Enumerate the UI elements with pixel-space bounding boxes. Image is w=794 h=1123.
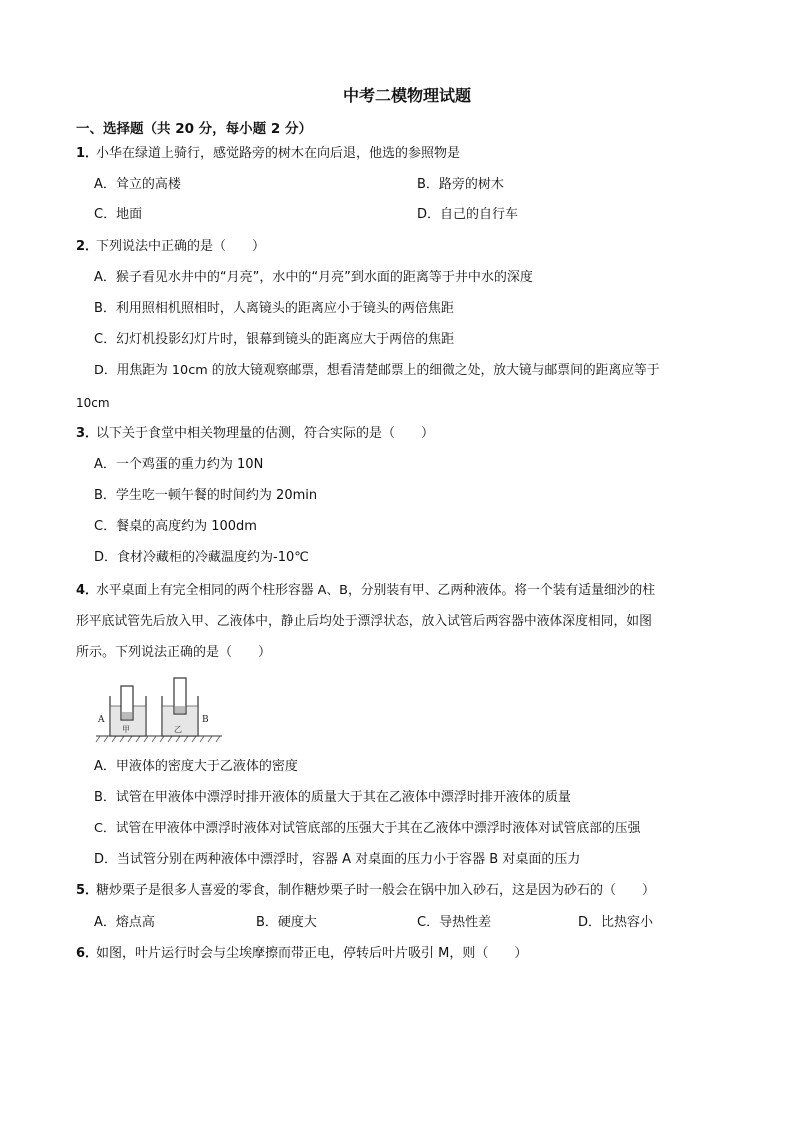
option-a: A．猴子看见水井中的“月亮”，水中的“月亮”到水面的距离等于井中水的深度: [94, 270, 533, 285]
container-figure: [94, 676, 224, 748]
option-c: C．导热性差: [417, 915, 492, 930]
option-c: C．幻灯机投影幻灯片时，银幕到镜头的距离应大于两倍的焦距: [94, 332, 455, 347]
page-title: 中考二模物理试题: [343, 86, 472, 105]
option-c: C．地面: [94, 207, 143, 222]
container-a-label: A: [98, 715, 105, 725]
option-d: D．自己的自行车: [417, 207, 519, 222]
option-d: D．食材冷藏柜的冷藏温度约为-10℃: [94, 550, 309, 565]
option-b: B．路旁的树木: [417, 177, 504, 192]
option-d: D．当试管分别在两种液体中漂浮时，容器 A 对桌面的压力小于容器 B 对桌面的压力: [94, 852, 581, 867]
option-a: A．甲液体的密度大于乙液体的密度: [94, 759, 298, 774]
liquid-jia-label: 甲: [122, 725, 130, 734]
question-stem: 小华在绿道上骑行，感觉路旁的树木在向后退，他选的参照物是: [96, 146, 461, 161]
question-stem-line3: 所示。下列说法正确的是（ ）: [76, 645, 272, 660]
section-heading: 一、选择题（共 20 分，每小题 2 分）: [76, 121, 312, 137]
question-stem: 下列说法中正确的是（ ）: [96, 239, 266, 254]
question-stem-line2: 形平底试管先后放入甲、乙液体中，静止后均处于漂浮状态，放入试管后两容器中液体深度相同，如图: [76, 614, 652, 629]
option-a: A．一个鸡蛋的重力约为 10N: [94, 457, 264, 472]
question-stem: 如图，叶片运行时会与尘埃摩擦而带正电，停转后叶片吸引 M，则（ ）: [96, 946, 528, 961]
option-d: D．比热容小: [578, 915, 654, 930]
option-a: A．耸立的高楼: [94, 177, 181, 192]
question-stem: 水平桌面上有完全相同的两个柱形容器 A、B，分别装有甲、乙两种液体。将一个装有适量细沙的柱: [96, 583, 656, 598]
question-number: 6．: [76, 946, 99, 961]
option-d: D．用焦距为 10cm 的放大镜观察邮票，想看清楚邮票上的细微之处，放大镜与邮票间的距离应等于: [94, 363, 660, 378]
option-b: B．硬度大: [256, 915, 317, 930]
liquid-yi-label: 乙: [174, 725, 182, 734]
question-stem: 以下关于食堂中相关物理量的估测，符合实际的是（ ）: [96, 426, 435, 441]
container-b-label: B: [202, 715, 209, 725]
option-b: B．利用照相机照相时，人离镜头的距离应小于镜头的两倍焦距: [94, 301, 454, 316]
option-c: C．餐桌的高度约为 100dm: [94, 519, 257, 534]
option-d-continued: 10cm: [76, 396, 110, 410]
question-number: 5．: [76, 883, 99, 898]
question-number: 3．: [76, 426, 99, 441]
question-stem: 糖炒栗子是很多人喜爱的零食，制作糖炒栗子时一般会在锅中加入砂石，这是因为砂石的（ ）: [96, 883, 656, 898]
question-number: 2．: [76, 239, 99, 254]
question-number: 1．: [76, 146, 99, 161]
option-a: A．熔点高: [94, 915, 155, 930]
option-c: C．试管在甲液体中漂浮时液体对试管底部的压强大于其在乙液体中漂浮时液体对试管底部的压强: [94, 821, 641, 836]
question-number: 4．: [76, 583, 99, 598]
option-b: B．学生吃一顿午餐的时间约为 20min: [94, 488, 318, 503]
option-b: B．试管在甲液体中漂浮时排开液体的质量大于其在乙液体中漂浮时排开液体的质量: [94, 790, 571, 805]
